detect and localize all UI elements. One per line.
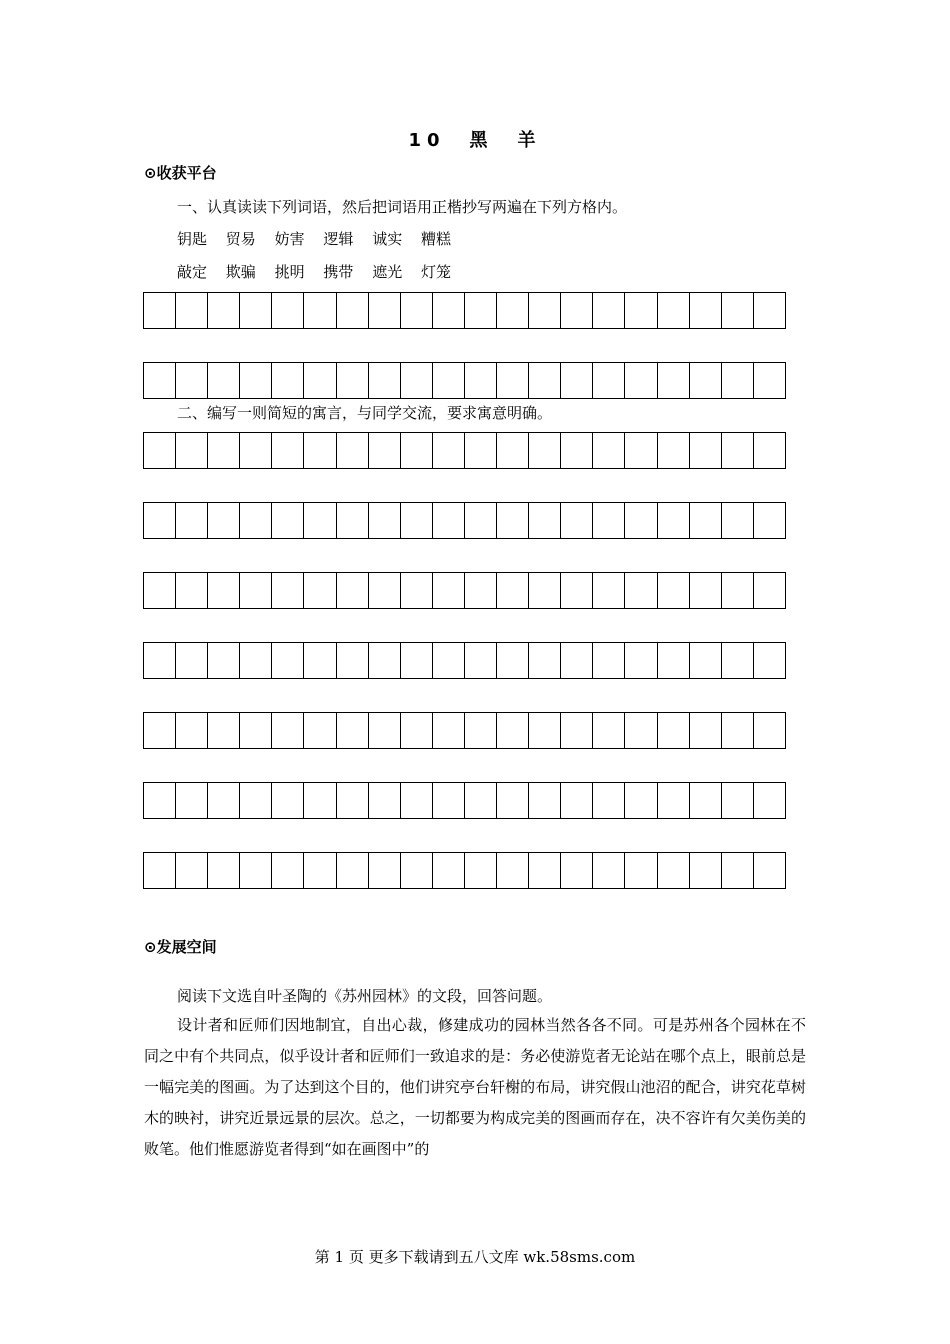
grid-cell[interactable] — [624, 782, 656, 819]
grid-cell[interactable] — [528, 572, 560, 609]
grid-cell[interactable] — [336, 432, 368, 469]
grid-cell[interactable] — [336, 502, 368, 539]
grid-cell[interactable] — [432, 432, 464, 469]
word: 遮光 — [372, 263, 403, 281]
grid-cell[interactable] — [271, 432, 303, 469]
grid-cell[interactable] — [721, 502, 753, 539]
word: 逻辑 — [323, 230, 354, 248]
writing-grid-row[interactable] — [143, 852, 786, 889]
grid-cell[interactable] — [175, 292, 207, 329]
grid-cell[interactable] — [336, 292, 368, 329]
grid-cell[interactable] — [657, 502, 689, 539]
grid-cell[interactable] — [721, 712, 753, 749]
grid-cell[interactable] — [432, 852, 464, 889]
grid-cell[interactable] — [721, 852, 753, 889]
grid-cell[interactable] — [239, 572, 271, 609]
grid-cell[interactable] — [271, 572, 303, 609]
grid-cell[interactable] — [432, 642, 464, 679]
grid-cell[interactable] — [464, 432, 496, 469]
grid-cell[interactable] — [143, 572, 175, 609]
word: 灯笼 — [420, 263, 451, 281]
grid-cell[interactable] — [560, 572, 592, 609]
grid-cell[interactable] — [592, 642, 624, 679]
grid-cell[interactable] — [239, 712, 271, 749]
grid-cell[interactable] — [143, 642, 175, 679]
grid-cell[interactable] — [496, 852, 528, 889]
grid-cell[interactable] — [303, 782, 335, 819]
grid-cell[interactable] — [496, 362, 528, 399]
grid-cell[interactable] — [271, 782, 303, 819]
word-list-row-2 — [177, 261, 465, 282]
grid-cell[interactable] — [721, 642, 753, 679]
question-1: 一、认真读读下列词语，然后把词语用正楷抄写两遍在下列方格内。 — [177, 198, 628, 216]
grid-cell[interactable] — [271, 712, 303, 749]
grid-cell[interactable] — [592, 362, 624, 399]
grid-cell[interactable] — [207, 642, 239, 679]
grid-cell[interactable] — [464, 362, 496, 399]
grid-cell[interactable] — [175, 362, 207, 399]
grid-cell[interactable] — [592, 292, 624, 329]
grid-cell[interactable] — [175, 642, 207, 679]
grid-cell[interactable] — [753, 362, 786, 399]
grid-cell[interactable] — [624, 362, 656, 399]
word: 欺骗 — [225, 263, 256, 281]
grid-cell[interactable] — [657, 642, 689, 679]
grid-cell[interactable] — [624, 712, 656, 749]
grid-cell[interactable] — [175, 432, 207, 469]
grid-cell[interactable] — [753, 642, 786, 679]
grid-cell[interactable] — [239, 292, 271, 329]
grid-cell[interactable] — [592, 712, 624, 749]
grid-cell[interactable] — [689, 782, 721, 819]
grid-cell[interactable] — [721, 292, 753, 329]
writing-grid-row[interactable] — [143, 362, 786, 399]
grid-cell[interactable] — [624, 292, 656, 329]
grid-cell[interactable] — [400, 432, 432, 469]
grid-cell[interactable] — [657, 572, 689, 609]
grid-cell[interactable] — [592, 432, 624, 469]
grid-cell[interactable] — [432, 362, 464, 399]
grid-cell[interactable] — [175, 572, 207, 609]
grid-cell[interactable] — [303, 362, 335, 399]
writing-grid-row[interactable] — [143, 782, 786, 819]
grid-cell[interactable] — [336, 572, 368, 609]
grid-cell[interactable] — [303, 292, 335, 329]
grid-cell[interactable] — [528, 432, 560, 469]
grid-cell[interactable] — [528, 712, 560, 749]
grid-cell[interactable] — [657, 852, 689, 889]
grid-cell[interactable] — [496, 642, 528, 679]
grid-cell[interactable] — [464, 572, 496, 609]
grid-cell[interactable] — [207, 292, 239, 329]
grid-cell[interactable] — [303, 642, 335, 679]
grid-cell[interactable] — [400, 712, 432, 749]
grid-cell[interactable] — [560, 432, 592, 469]
grid-cell[interactable] — [175, 712, 207, 749]
grid-cell[interactable] — [496, 572, 528, 609]
grid-cell[interactable] — [657, 432, 689, 469]
grid-cell[interactable] — [528, 502, 560, 539]
grid-cell[interactable] — [303, 712, 335, 749]
grid-cell[interactable] — [464, 782, 496, 819]
grid-cell[interactable] — [432, 572, 464, 609]
grid-cell[interactable] — [400, 362, 432, 399]
grid-cell[interactable] — [207, 712, 239, 749]
grid-cell[interactable] — [560, 852, 592, 889]
grid-cell[interactable] — [753, 852, 786, 889]
grid-cell[interactable] — [657, 292, 689, 329]
grid-cell[interactable] — [689, 502, 721, 539]
grid-cell[interactable] — [689, 712, 721, 749]
grid-cell[interactable] — [368, 782, 400, 819]
grid-cell[interactable] — [368, 712, 400, 749]
word: 敲定 — [177, 263, 208, 281]
grid-cell[interactable] — [689, 852, 721, 889]
grid-cell[interactable] — [624, 432, 656, 469]
word: 妨害 — [274, 230, 305, 248]
grid-cell[interactable] — [560, 712, 592, 749]
grid-cell[interactable] — [689, 572, 721, 609]
grid-cell[interactable] — [689, 362, 721, 399]
grid-cell[interactable] — [528, 782, 560, 819]
grid-cell[interactable] — [721, 432, 753, 469]
grid-cell[interactable] — [143, 502, 175, 539]
grid-cell[interactable] — [271, 502, 303, 539]
word: 糟糕 — [420, 230, 451, 248]
writing-grid-row[interactable] — [143, 292, 786, 329]
grid-cell[interactable] — [753, 292, 786, 329]
grid-cell[interactable] — [496, 502, 528, 539]
grid-cell[interactable] — [336, 642, 368, 679]
grid-cell[interactable] — [432, 502, 464, 539]
grid-cell[interactable] — [336, 712, 368, 749]
grid-cell[interactable] — [239, 502, 271, 539]
section-heading-harvest: ⊙收获平台 — [144, 164, 217, 182]
grid-cell[interactable] — [336, 362, 368, 399]
grid-cell[interactable] — [175, 502, 207, 539]
grid-cell[interactable] — [368, 362, 400, 399]
grid-cell[interactable] — [303, 572, 335, 609]
grid-cell[interactable] — [528, 362, 560, 399]
grid-cell[interactable] — [336, 852, 368, 889]
grid-cell[interactable] — [432, 782, 464, 819]
grid-cell[interactable] — [336, 782, 368, 819]
grid-cell[interactable] — [560, 292, 592, 329]
writing-grid-row[interactable] — [143, 572, 786, 609]
grid-cell[interactable] — [496, 712, 528, 749]
grid-cell[interactable] — [400, 502, 432, 539]
grid-cell[interactable] — [528, 292, 560, 329]
grid-cell[interactable] — [464, 852, 496, 889]
grid-cell[interactable] — [400, 572, 432, 609]
grid-cell[interactable] — [368, 432, 400, 469]
grid-cell[interactable] — [239, 362, 271, 399]
grid-cell[interactable] — [464, 642, 496, 679]
grid-cell[interactable] — [239, 852, 271, 889]
grid-cell[interactable] — [592, 852, 624, 889]
grid-cell[interactable] — [753, 712, 786, 749]
grid-cell[interactable] — [753, 502, 786, 539]
grid-cell[interactable] — [303, 432, 335, 469]
grid-cell[interactable] — [368, 852, 400, 889]
grid-cell[interactable] — [207, 852, 239, 889]
word: 携带 — [323, 263, 354, 281]
grid-cell[interactable] — [207, 572, 239, 609]
grid-cell[interactable] — [753, 432, 786, 469]
grid-cell[interactable] — [303, 852, 335, 889]
grid-cell[interactable] — [368, 572, 400, 609]
grid-cell[interactable] — [207, 502, 239, 539]
grid-cell[interactable] — [528, 852, 560, 889]
question-2: 二、编写一则简短的寓言，与同学交流，要求寓意明确。 — [177, 404, 553, 422]
grid-cell[interactable] — [721, 362, 753, 399]
grid-cell[interactable] — [432, 712, 464, 749]
grid-cell[interactable] — [624, 642, 656, 679]
grid-cell[interactable] — [753, 782, 786, 819]
writing-grid-row[interactable] — [143, 642, 786, 679]
grid-cell[interactable] — [496, 782, 528, 819]
grid-cell[interactable] — [560, 502, 592, 539]
grid-cell[interactable] — [624, 852, 656, 889]
grid-cell[interactable] — [143, 432, 175, 469]
grid-cell[interactable] — [592, 782, 624, 819]
grid-cell[interactable] — [464, 712, 496, 749]
word: 诚实 — [372, 230, 403, 248]
grid-cell[interactable] — [689, 292, 721, 329]
grid-cell[interactable] — [175, 782, 207, 819]
grid-cell[interactable] — [207, 782, 239, 819]
grid-cell[interactable] — [657, 712, 689, 749]
grid-cell[interactable] — [560, 642, 592, 679]
grid-cell[interactable] — [303, 502, 335, 539]
grid-cell[interactable] — [560, 362, 592, 399]
grid-cell[interactable] — [560, 782, 592, 819]
grid-cell[interactable] — [368, 642, 400, 679]
word: 贸易 — [225, 230, 256, 248]
grid-cell[interactable] — [143, 782, 175, 819]
grid-cell[interactable] — [528, 642, 560, 679]
word: 挑明 — [274, 263, 305, 281]
grid-cell[interactable] — [143, 852, 175, 889]
grid-cell[interactable] — [624, 572, 656, 609]
section-heading-development: ⊙发展空间 — [144, 938, 217, 956]
grid-cell[interactable] — [432, 292, 464, 329]
grid-cell[interactable] — [143, 362, 175, 399]
grid-cell[interactable] — [689, 642, 721, 679]
grid-cell[interactable] — [496, 432, 528, 469]
writing-grid-row[interactable] — [143, 502, 786, 539]
grid-cell[interactable] — [753, 572, 786, 609]
grid-cell[interactable] — [207, 432, 239, 469]
grid-cell[interactable] — [368, 292, 400, 329]
grid-cell[interactable] — [207, 362, 239, 399]
grid-cell[interactable] — [496, 292, 528, 329]
writing-grid-row[interactable] — [143, 712, 786, 749]
grid-cell[interactable] — [175, 852, 207, 889]
grid-cell[interactable] — [624, 502, 656, 539]
grid-cell[interactable] — [368, 502, 400, 539]
grid-cell[interactable] — [400, 292, 432, 329]
grid-cell[interactable] — [592, 502, 624, 539]
grid-cell[interactable] — [239, 642, 271, 679]
grid-cell[interactable] — [721, 782, 753, 819]
grid-cell[interactable] — [657, 782, 689, 819]
grid-cell[interactable] — [464, 292, 496, 329]
grid-cell[interactable] — [239, 782, 271, 819]
writing-grid-row[interactable] — [143, 432, 786, 469]
grid-cell[interactable] — [464, 502, 496, 539]
grid-cell[interactable] — [271, 852, 303, 889]
grid-cell[interactable] — [592, 572, 624, 609]
grid-cell[interactable] — [143, 712, 175, 749]
page-title: 10 黑 羊 — [408, 130, 542, 151]
grid-cell[interactable] — [689, 432, 721, 469]
reading-intro: 阅读下文选自叶圣陶的《苏州园林》的文段，回答问题。 — [177, 987, 553, 1005]
word-list-row-1 — [177, 228, 465, 249]
grid-cell[interactable] — [400, 642, 432, 679]
grid-cell[interactable] — [239, 432, 271, 469]
page-footer: 第 1 页 更多下载请到五八文库 wk.58sms.com — [314, 1248, 636, 1266]
word: 钥匙 — [177, 230, 208, 248]
grid-cell[interactable] — [143, 292, 175, 329]
grid-cell[interactable] — [657, 362, 689, 399]
grid-cell[interactable] — [271, 292, 303, 329]
grid-cell[interactable] — [400, 782, 432, 819]
grid-cell[interactable] — [271, 642, 303, 679]
grid-cell[interactable] — [400, 852, 432, 889]
grid-cell[interactable] — [721, 572, 753, 609]
reading-passage: 设计者和匠师们因地制宜，自出心裁，修建成功的园林当然各各不同。可是苏州各个园林在不同之中有个共同点，似乎设计者和匠师们一致追求的是：务必使游览者无论站在哪个点上，眼前总是一幅完美的图画。为了达到这个目的，他们讲究亭台轩榭的布局，讲究假山池沼的配合，讲究花草树木的映衬，讲究近景远景的层次。总之，一切都要为构成完美的图画而存在，决不容许有欠美伤美的败笔。他们惟愿游览者得到“如在画图中”的 — [144, 1016, 806, 1158]
grid-cell[interactable] — [271, 362, 303, 399]
